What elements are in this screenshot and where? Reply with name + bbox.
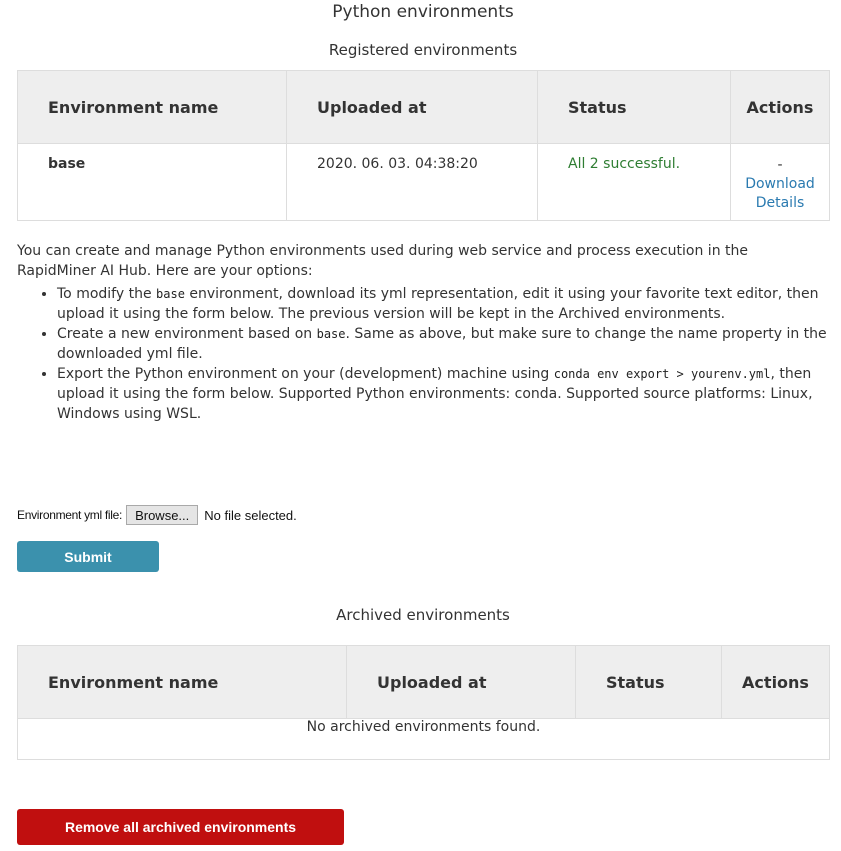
registered-heading: Registered environments	[328, 41, 518, 59]
file-status-text: No file selected.	[204, 507, 297, 523]
actions-dash: -	[777, 157, 783, 173]
inline-code: conda env export > yourenv.yml	[553, 367, 771, 381]
actions-cell	[731, 144, 830, 221]
env-name-cell: base	[18, 144, 287, 221]
option-text-pre: To modify the	[57, 286, 157, 302]
intro-paragraph: You can create and manage Python environments used during web service and process execution in the RapidMiner AI Hub. Here are your options:	[17, 243, 748, 279]
column-header-uploaded: Uploaded at	[347, 646, 576, 719]
page-title: Python environments	[332, 2, 514, 22]
archived-heading: Archived environments	[336, 606, 510, 624]
column-header-name: Environment name	[18, 646, 347, 719]
submit-button[interactable]: Submit	[17, 541, 159, 572]
option-text-pre: Export the Python environment on your (development) machine using	[57, 366, 554, 382]
option-text-pre: Create a new environment based on	[57, 326, 317, 342]
inline-code: base	[316, 327, 346, 341]
column-header-actions: Actions	[731, 71, 830, 144]
list-item	[57, 324, 829, 364]
option-text-post: . Same as above, but make sure to change the name property in the downloaded yml file.	[57, 326, 827, 362]
options-list	[17, 284, 829, 424]
file-upload-row	[17, 504, 297, 526]
column-header-status: Status	[576, 646, 722, 719]
remove-all-archived-button[interactable]: Remove all archived environments	[17, 809, 344, 845]
page-container	[17, 0, 829, 835]
column-header-name: Environment name	[18, 71, 287, 144]
column-header-actions: Actions	[722, 646, 830, 719]
table-header-row	[18, 646, 830, 719]
list-item	[57, 284, 829, 324]
column-header-uploaded: Uploaded at	[287, 71, 538, 144]
list-item	[57, 364, 829, 424]
uploaded-at-cell: 2020. 06. 03. 04:38:20	[287, 144, 538, 221]
status-cell: All 2 successful.	[538, 144, 731, 221]
table-row	[18, 719, 830, 760]
option-text-post: environment, download its yml representation, edit it using your favorite text editor, then upload it using the form below. The previous version will be kept in the Archived environments.	[57, 286, 819, 322]
table-header-row	[18, 71, 830, 144]
empty-message: No archived environments found.	[18, 719, 830, 760]
table-row	[18, 144, 830, 221]
file-upload-label: Environment yml file:	[17, 508, 123, 522]
option-text-post: , then upload it using the form below. Supported Python environments: conda. Supported source platforms: Linux, Windows using WSL.	[57, 366, 813, 422]
inline-code: base	[156, 287, 185, 301]
details-link[interactable]: Details	[755, 195, 805, 211]
registered-environments-table	[17, 70, 830, 221]
archived-environments-table	[17, 645, 830, 760]
column-header-status: Status	[538, 71, 731, 144]
download-link[interactable]: Download	[745, 176, 815, 192]
browse-button[interactable]: Browse...	[126, 505, 198, 525]
